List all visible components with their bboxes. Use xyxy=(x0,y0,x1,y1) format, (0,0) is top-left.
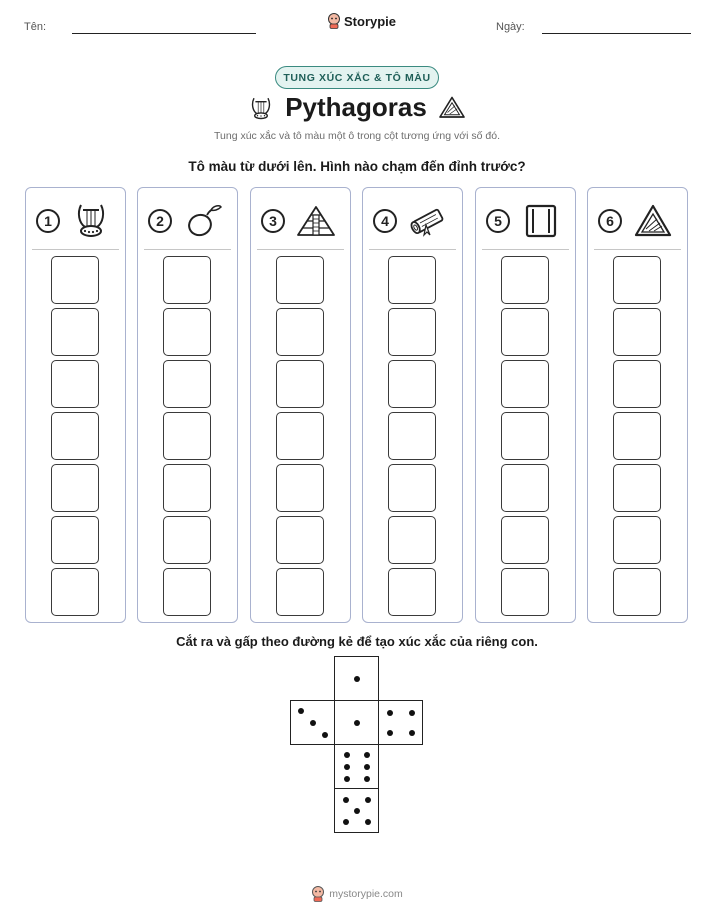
color-boxes xyxy=(501,256,549,620)
dice-face-3 xyxy=(290,700,335,745)
storypie-mascot-icon xyxy=(327,13,341,29)
color-box[interactable] xyxy=(276,464,324,512)
brand-logo xyxy=(327,13,396,29)
pip xyxy=(365,819,371,825)
pip xyxy=(364,764,370,770)
color-box[interactable] xyxy=(163,412,211,460)
column-6 xyxy=(587,187,688,623)
color-box[interactable] xyxy=(51,516,99,564)
column-divider xyxy=(369,249,456,250)
pip xyxy=(387,730,393,736)
pip xyxy=(343,797,349,803)
title-row xyxy=(0,92,714,123)
dice-face-4 xyxy=(378,700,423,745)
color-box[interactable] xyxy=(501,464,549,512)
dice-face-6 xyxy=(334,744,379,789)
column-number: 3 xyxy=(261,209,285,233)
pip xyxy=(344,752,350,758)
square-frame-icon xyxy=(521,203,561,239)
column-divider xyxy=(257,249,344,250)
name-label: Tên: xyxy=(24,21,47,33)
footer-site: mystorypie.com xyxy=(329,888,403,900)
color-box[interactable] xyxy=(163,308,211,356)
color-box[interactable] xyxy=(613,568,661,616)
brand-name: Storypie xyxy=(344,13,397,29)
color-box[interactable] xyxy=(276,308,324,356)
pip xyxy=(344,764,350,770)
color-box[interactable] xyxy=(163,464,211,512)
pip xyxy=(298,708,304,714)
color-box[interactable] xyxy=(388,256,436,304)
color-box[interactable] xyxy=(613,412,661,460)
color-box[interactable] xyxy=(613,256,661,304)
color-box[interactable] xyxy=(163,516,211,564)
color-boxes xyxy=(163,256,211,620)
color-box[interactable] xyxy=(501,308,549,356)
column-divider xyxy=(32,249,119,250)
color-box[interactable] xyxy=(501,516,549,564)
color-box[interactable] xyxy=(163,568,211,616)
column-2 xyxy=(137,187,238,623)
cut-instruction: Cắt ra và gấp theo đường kẻ để tạo xúc xắc của riêng con. xyxy=(176,634,538,649)
name-line[interactable] xyxy=(72,33,256,34)
color-box[interactable] xyxy=(613,308,661,356)
color-box[interactable] xyxy=(613,360,661,408)
color-boxes xyxy=(388,256,436,620)
column-1 xyxy=(25,187,126,623)
column-4 xyxy=(362,187,463,623)
color-boxes xyxy=(613,256,661,620)
scroll-icon xyxy=(408,203,448,239)
color-box[interactable] xyxy=(613,516,661,564)
color-box[interactable] xyxy=(51,568,99,616)
color-box[interactable] xyxy=(501,412,549,460)
color-box[interactable] xyxy=(501,256,549,304)
pip xyxy=(409,730,415,736)
date-line[interactable] xyxy=(542,33,691,34)
color-box[interactable] xyxy=(276,256,324,304)
color-box[interactable] xyxy=(388,308,436,356)
pip xyxy=(322,732,328,738)
pip xyxy=(409,710,415,716)
pip xyxy=(365,797,371,803)
color-box[interactable] xyxy=(51,308,99,356)
color-box[interactable] xyxy=(276,516,324,564)
color-box[interactable] xyxy=(388,516,436,564)
column-3 xyxy=(250,187,351,623)
triangle-icon xyxy=(437,94,467,122)
pip xyxy=(310,720,316,726)
column-divider xyxy=(594,249,681,250)
column-5 xyxy=(475,187,576,623)
triangle-icon xyxy=(633,203,673,239)
dice-face-1-center xyxy=(334,700,379,745)
color-box[interactable] xyxy=(51,360,99,408)
olive-icon xyxy=(183,203,223,239)
color-boxes xyxy=(51,256,99,620)
dice-face-1 xyxy=(334,656,379,701)
color-box[interactable] xyxy=(388,360,436,408)
color-box[interactable] xyxy=(501,360,549,408)
footer xyxy=(0,886,714,902)
color-box[interactable] xyxy=(163,360,211,408)
pyramid-icon xyxy=(296,203,336,239)
column-number: 6 xyxy=(598,209,622,233)
pip xyxy=(387,710,393,716)
color-box[interactable] xyxy=(501,568,549,616)
page-title: Pythagoras xyxy=(285,92,427,122)
color-box[interactable] xyxy=(163,256,211,304)
color-box[interactable] xyxy=(51,412,99,460)
color-boxes xyxy=(276,256,324,620)
pip xyxy=(354,676,360,682)
color-box[interactable] xyxy=(276,412,324,460)
pip xyxy=(364,776,370,782)
color-box[interactable] xyxy=(51,256,99,304)
instruction: Tô màu từ dưới lên. Hình nào chạm đến đỉnh trước? xyxy=(188,159,526,174)
color-box[interactable] xyxy=(276,568,324,616)
pip xyxy=(354,808,360,814)
column-divider xyxy=(482,249,569,250)
dice-face-5 xyxy=(334,788,379,833)
color-box[interactable] xyxy=(613,464,661,512)
color-box[interactable] xyxy=(276,360,324,408)
column-number: 2 xyxy=(148,209,172,233)
pip xyxy=(364,752,370,758)
column-number: 5 xyxy=(486,209,510,233)
color-box[interactable] xyxy=(388,412,436,460)
column-number: 1 xyxy=(36,209,60,233)
pip xyxy=(344,776,350,782)
pip xyxy=(354,720,360,726)
column-divider xyxy=(144,249,231,250)
subtitle: Tung xúc xắc và tô màu một ô trong cột tương ứng với số đó. xyxy=(214,130,500,142)
pip xyxy=(343,819,349,825)
column-number: 4 xyxy=(373,209,397,233)
date-label: Ngày: xyxy=(496,21,525,33)
lyre-icon xyxy=(71,203,111,239)
color-box[interactable] xyxy=(388,568,436,616)
activity-tag: TUNG XÚC XẮC & TÔ MÀU xyxy=(275,66,439,89)
lyre-icon xyxy=(247,93,275,123)
color-box[interactable] xyxy=(51,464,99,512)
storypie-mascot-icon xyxy=(311,886,325,902)
color-box[interactable] xyxy=(388,464,436,512)
